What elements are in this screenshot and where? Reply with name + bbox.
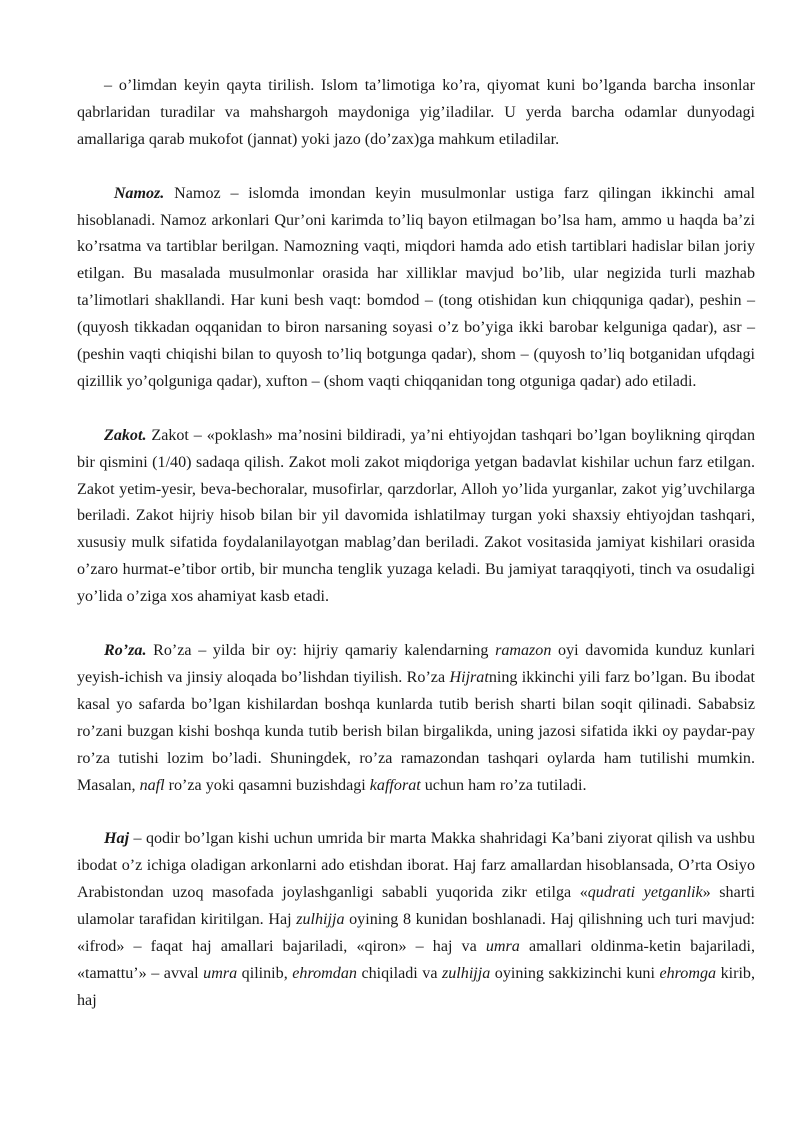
paragraph-haj	[77, 826, 755, 1014]
namoz-text: Namoz – islomda imondan keyin musulmonlar ustiga farz qilingan ikkinchi amal hisoblanadi. Namoz arkonlari Qur’oni karimda to’liq bayon etilmagan bo’lsa ham, ammo u haqda ba’zi ko’rsatma va tartiblar berilgan. Namozning vaqti, miqdori hamda ado etish tartiblari hadislar bilan joriy etilgan. Bu masalada musulmonlar orasida har xilliklar mavjud bo’lib, ular negizida turli mazhab ta’limotlari shakllandi. Har kuni besh vaqt: bomdod – (tong otishidan kun chiqquniga qadar), peshin – (quyosh tikkadan oqqanidan to biron narsaning soyasi o’z bo’yiga ikki barobar kelguniga qadar), asr – (peshin vaqti chiqishi bilan to quyosh to’liq botgunga qadar), shom – (quyosh to’liq botganidan ufqdagi qizillik yo’qolguniga qadar), xufton – (shom vaqti chiqqanidan tong otguniga qadar) ado etiladi.	[77, 184, 755, 390]
haj-term-umra-1: umra	[485, 937, 520, 955]
roza-term-kafforat: kafforat	[369, 776, 421, 794]
roza-text-4: ro’za yoki qasamni buzishdagi	[164, 776, 370, 794]
haj-text-8: kirib, haj	[77, 964, 755, 1009]
paragraph-namoz	[77, 181, 755, 396]
haj-text-5: qilinib,	[237, 964, 293, 982]
roza-text-3: ning ikkinchi yili farz bo’lgan. Bu ibodat kasal yo safarda bo’lgan kishilardan boshqa kunlarda tutib berish sharti bilan soqit qilinadi. Sababsiz ro’zani buzgan kishi boshqa kunda tutib berish bilan birgalikda, uning jazosi sifatida ikki oy paydar-pay ro’za tutishi lozim bo’ladi. Shuningdek, ro’za ramazondan tashqari oylarda ham tutilishi mumkin. Masalan,	[77, 668, 756, 794]
haj-text-3: oyining 8 kunidan boshlanadi. Haj qilishning uch turi mavjud: «ifrod» – faqat haj amallari bajariladi, «qiron» – haj va	[77, 911, 756, 955]
roza-text-5: uchun ham ro’za tutiladi.	[420, 776, 587, 794]
haj-text-4: amallari oldinma-ketin bajariladi, «tamattu’» – avval	[77, 937, 755, 982]
haj-text-6: chiqiladi va	[356, 964, 442, 982]
haj-heading: Haj	[104, 830, 130, 848]
namoz-heading: Namoz.	[113, 184, 165, 202]
haj-term-zulhijja-2: zulhijja	[441, 964, 491, 982]
document-page	[77, 73, 755, 1015]
paragraph-zakot	[77, 423, 755, 611]
roza-text-1: Ro’za – yilda bir oy: hijriy qamariy kalendarning	[146, 641, 496, 659]
paragraph-roza	[77, 638, 755, 799]
haj-term-zulhijja-1: zulhijja	[296, 911, 345, 929]
zakot-text: Zakot – «poklash» ma’nosini bildiradi, ya’ni ehtiyojdan tashqari bo’lgan boylikning qirqdan bir qismini (1/40) sadaqa qilish. Zakot moli zakot miqdoriga yetgan badavlat kishilar uchun farz etilgan. Zakot yetim-yesir, beva-bechoralar, musofirlar, qarzdorlar, Alloh yo’lida yurganlar, zakot yig’uvchilarga beriladi. Zakot hijriy hisob bilan bir yil davomida ishlatilmay turgan yoki shaxsiy ehtiyojdan tashqari, xususiy mulk sifatida foydalanilayotgan mablag’dan beriladi. Zakot vositasida jamiyat kishilari orasida o’zaro hurmat-e’tibor ortib, bir muncha tenglik yuzaga keladi. Bu jamiyat taraqqiyoti, tinch va osudaligi yo’lida o’ziga xos ahamiyat kasb etadi.	[77, 426, 755, 606]
haj-term-ehromdan: ehromdan	[292, 964, 357, 982]
roza-text-2: oyi davomida kunduz kunlari yeyish-ichish va jinsiy aloqada bo’lishdan tiyilish. Ro’za	[77, 641, 756, 686]
roza-heading: Ro’za.	[104, 641, 147, 659]
zakot-heading: Zakot.	[104, 426, 147, 444]
haj-text-7: oyining sakkizinchi kuni	[490, 964, 660, 982]
paragraph-qiyomat-text: – o’limdan keyin qayta tirilish. Islom ta’limotiga ko’ra, qiyomat kuni bo’lganda barcha insonlar qabrlaridan turadilar va mahshargoh maydoniga yig’iladilar. U yerda barcha odamlar dunyodagi amallariga qarab mukofot (jannat) yoki jazo (do’zax)ga mahkum etiladilar.	[77, 77, 755, 148]
paragraph-qiyomat	[77, 73, 755, 154]
roza-term-ramazon: ramazon	[495, 641, 552, 659]
haj-text-1: – qodir bo’lgan kishi uchun umrida bir marta Makka shahridagi Ka’bani ziyorat qilish va ushbu ibodat o’z ichiga oladigan arkonlarni ado etishdan iborat. Haj farz amallardan hisoblansada, O’rta Osiyo Arabistondan uzoq masofada joylashganligi sababli yuqorida zikr etilga «	[77, 830, 755, 902]
haj-term-umra-2: umra	[203, 964, 238, 982]
haj-text-2: » sharti ulamolar tarafidan kiritilgan. Haj	[77, 884, 756, 929]
roza-term-hijrat: Hijrat	[449, 668, 489, 686]
roza-term-nafl: nafl	[139, 776, 165, 794]
haj-term-ehromga: ehromga	[659, 964, 717, 982]
haj-term-qudrati-yetganlik: qudrati yetganlik	[587, 884, 703, 902]
